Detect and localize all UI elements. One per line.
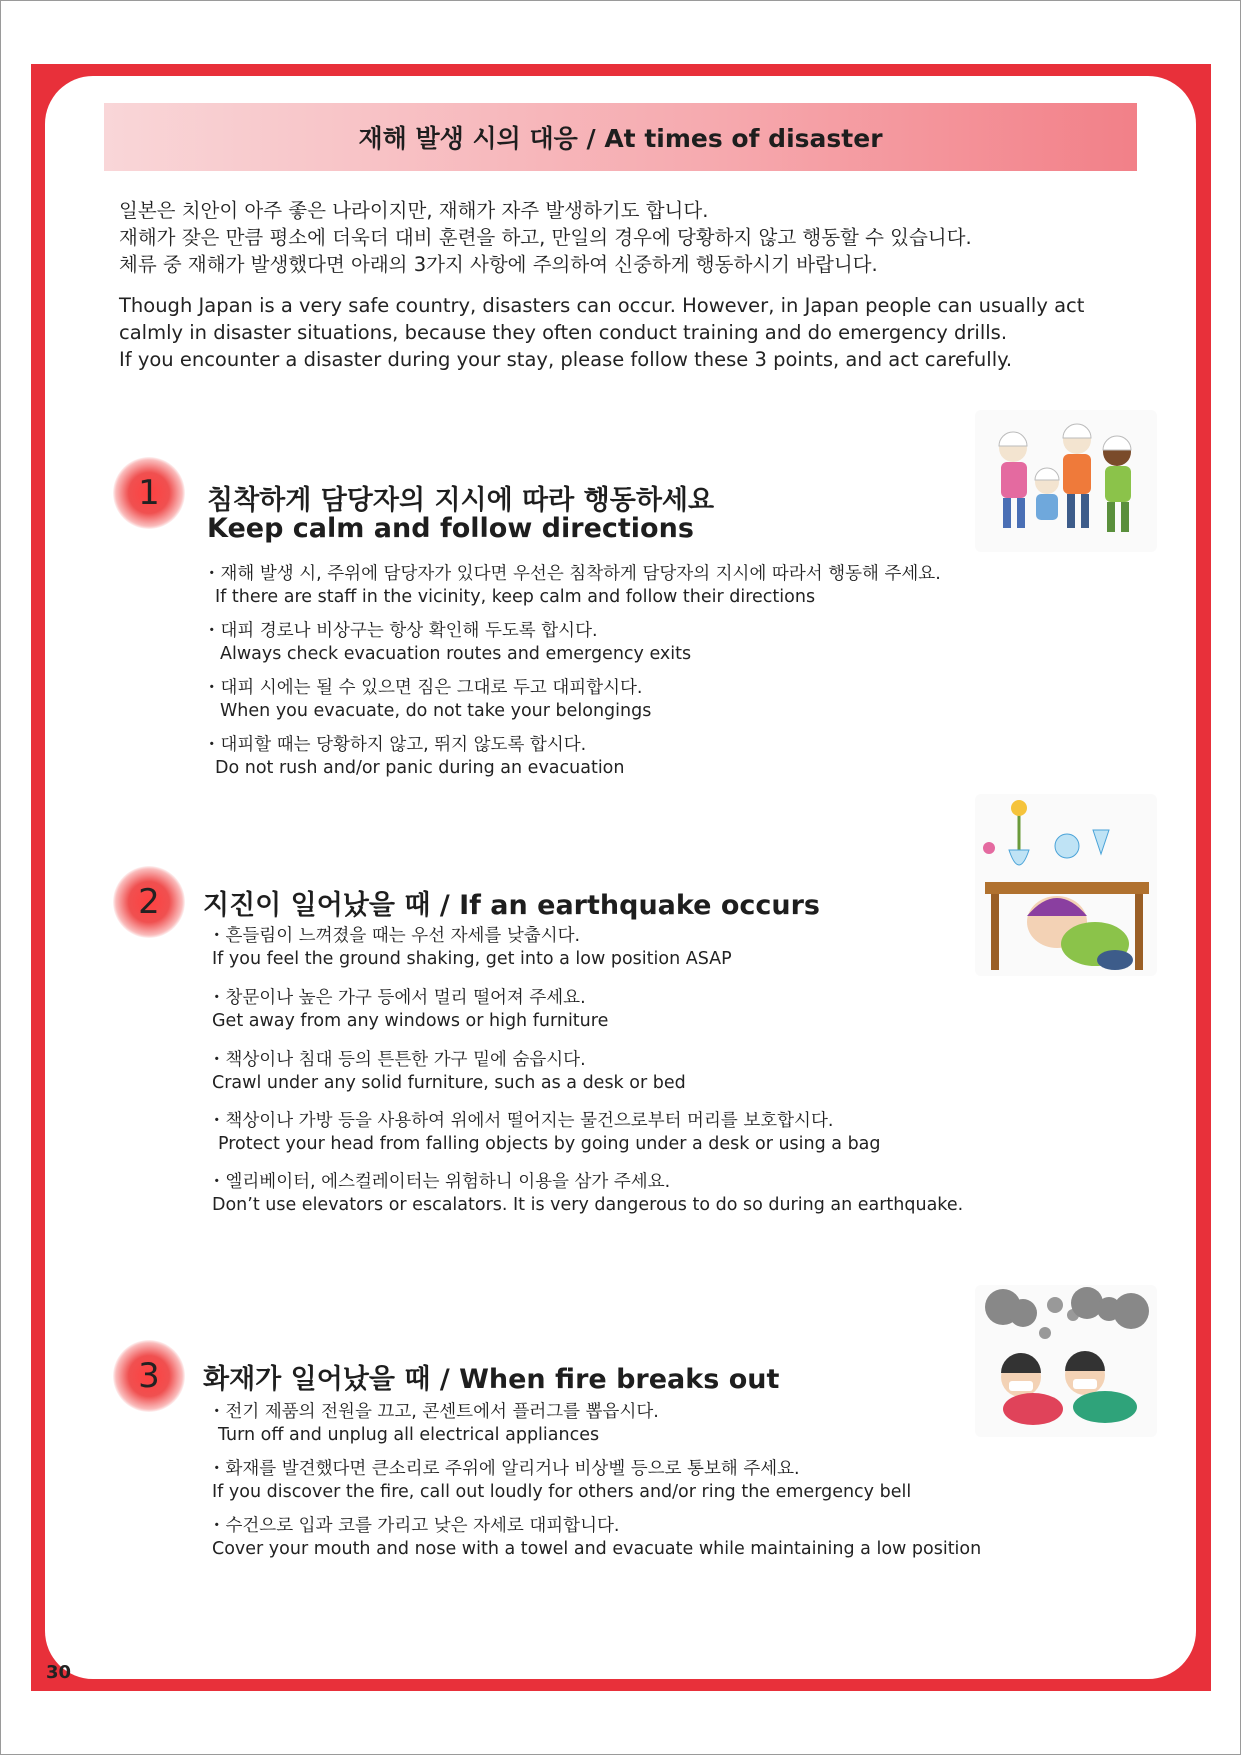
item-en: Turn off and unplug all electrical appliances	[218, 1425, 600, 1445]
title-bar	[104, 103, 1137, 171]
item-ko: ・창문이나 높은 가구 등에서 멀리 떨어져 주세요.	[208, 988, 586, 1008]
fire-smoke-crawling-illustration	[975, 1285, 1157, 1437]
item-en: If you discover the fire, call out loudly for others and/or ring the emergency bell	[212, 1482, 912, 1502]
item-en: When you evacuate, do not take your belongings	[220, 701, 652, 721]
list-item	[208, 1515, 981, 1561]
item-ko: ・엘리베이터, 에스컬레이터는 위험하니 이용을 삼가 주세요.	[208, 1172, 671, 1192]
section-number: 2	[138, 882, 160, 922]
item-en: Always check evacuation routes and emergency exits	[220, 644, 692, 664]
item-ko: ・화재를 발견했다면 큰소리로 주위에 알리거나 비상벨 등으로 통보해 주세요.	[208, 1459, 800, 1479]
list-item	[208, 1458, 911, 1504]
item-ko: ・책상이나 가방 등을 사용하여 위에서 떨어지는 물건으로부터 머리를 보호합시다.	[208, 1111, 834, 1131]
intro-english	[119, 292, 1084, 373]
item-en: Do not rush and/or panic during an evacuation	[215, 758, 625, 778]
item-ko: ・대피 경로나 비상구는 항상 확인해 두도록 합시다.	[203, 621, 598, 641]
intro-ko-line: 체류 중 재해가 발생했다면 아래의 3가지 사항에 주의하여 신중하게 행동하시기 바랍니다.	[119, 253, 878, 276]
list-item	[208, 987, 608, 1033]
page-number: 30	[46, 1662, 72, 1683]
evacuating-people-illustration	[975, 410, 1157, 552]
page-title: 재해 발생 시의 대응 / At times of disaster	[358, 124, 883, 153]
list-item	[208, 1049, 686, 1095]
list-item	[208, 1110, 881, 1156]
item-en: If there are staff in the vicinity, keep calm and follow their directions	[215, 587, 816, 607]
section-1-title-en: Keep calm and follow directions	[207, 513, 694, 544]
intro-ko-line: 일본은 치안이 아주 좋은 나라이지만, 재해가 자주 발생하기도 합니다.	[119, 199, 709, 222]
intro-en-line: If you encounter a disaster during your stay, please follow these 3 points, and act carefully.	[119, 348, 1013, 371]
earthquake-under-desk-illustration	[975, 794, 1157, 976]
item-ko: ・재해 발생 시, 주위에 담당자가 있다면 우선은 침착하게 담당자의 지시에 따라서 행동해 주세요.	[203, 564, 941, 584]
list-item	[203, 734, 624, 780]
intro-en-line: Though Japan is a very safe country, disasters can occur. However, in Japan people can usually act	[119, 294, 1085, 317]
item-ko: ・흔들림이 느껴졌을 때는 우선 자세를 낮춥시다.	[208, 926, 581, 946]
item-en: Don’t use elevators or escalators. It is very dangerous to do so during an earthquake.	[212, 1195, 964, 1215]
intro-korean	[119, 197, 972, 278]
section-number: 3	[138, 1356, 160, 1396]
list-item	[203, 677, 651, 723]
item-en: Protect your head from falling objects by going under a desk or using a bag	[218, 1134, 881, 1154]
item-en: Crawl under any solid furniture, such as a desk or bed	[212, 1073, 686, 1093]
list-item	[208, 1401, 659, 1447]
section-1-title-ko: 침착하게 담당자의 지시에 따라 행동하세요	[207, 485, 715, 516]
section-2-title: 지진이 일어났을 때 / If an earthquake occurs	[203, 890, 821, 921]
item-en: If you feel the ground shaking, get into a low position ASAP	[212, 949, 732, 969]
list-item	[208, 925, 732, 971]
item-ko: ・전기 제품의 전원을 끄고, 콘센트에서 플러그를 뽑읍시다.	[208, 1402, 659, 1422]
item-ko: ・수건으로 입과 코를 가리고 낮은 자세로 대피합니다.	[208, 1516, 620, 1536]
item-ko: ・대피 시에는 될 수 있으면 짐은 그대로 두고 대피합시다.	[203, 678, 643, 698]
item-en: Get away from any windows or high furniture	[212, 1011, 609, 1031]
item-ko: ・대피할 때는 당황하지 않고, 뛰지 않도록 합시다.	[203, 735, 587, 755]
intro-en-line: calmly in disaster situations, because they often conduct training and do emergency drills.	[119, 321, 1008, 344]
list-item	[208, 1171, 963, 1217]
section-number-badge-2	[113, 866, 185, 938]
section-number-badge-3	[113, 1340, 185, 1412]
section-number: 1	[138, 473, 160, 513]
item-ko: ・책상이나 침대 등의 튼튼한 가구 밑에 숨읍시다.	[208, 1050, 586, 1070]
intro-ko-line: 재해가 잦은 만큼 평소에 더욱더 대비 훈련을 하고, 만일의 경우에 당황하지 않고 행동할 수 있습니다.	[119, 226, 972, 249]
list-item	[203, 620, 691, 666]
section-number-badge-1	[113, 457, 185, 529]
section-3-title: 화재가 일어났을 때 / When fire breaks out	[203, 1364, 780, 1395]
list-item	[203, 563, 941, 609]
item-en: Cover your mouth and nose with a towel and evacuate while maintaining a low position	[212, 1539, 982, 1559]
